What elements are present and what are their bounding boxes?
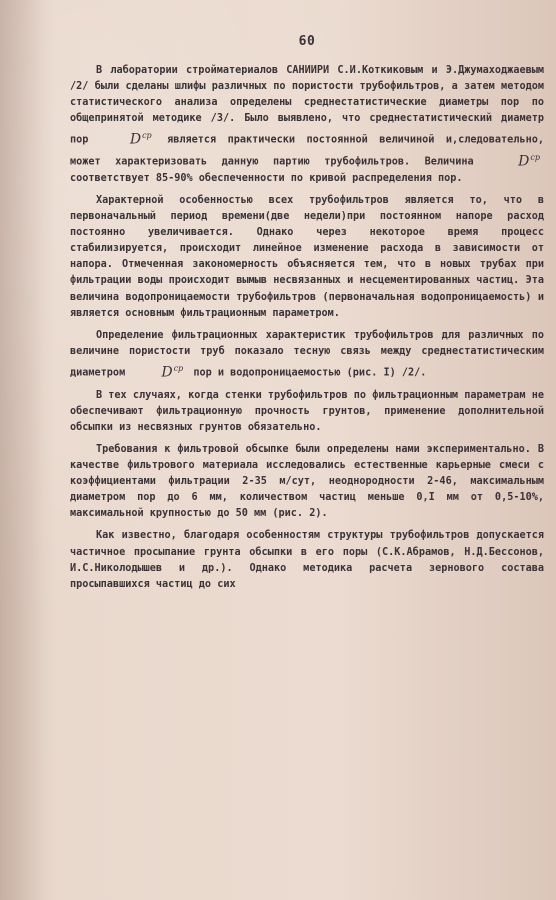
document-body [70, 63, 544, 593]
paragraph-3 [70, 328, 544, 382]
paragraph-6 [70, 528, 544, 592]
mean-pore-diameter-symbol: $D^{ср}$ [129, 131, 152, 149]
page-number: 60 [298, 34, 316, 49]
paragraph-5-text: Требования к фильтровой обсыпке были определены нами экспериментально. В качестве фильтрового материала исследовались естественные карьерные смеси с коэффициентами фильтрации 2-35 м/сут, неоднородности 2-46, максимальным диаметром пор до 6 мм, количеством частиц меньше 0,I мм от 0,5-10%, максимальной крупностью до 50 мм (рис. 2). [70, 443, 544, 520]
mean-pore-diameter-symbol: $D^{ср}$ [518, 153, 540, 170]
paragraph-2-text: Характерной особенностью всех трубофильтров является то, что в первоначальный период времени(две недели)при постоянном напоре расход постоянно увеличивается. Однако через некоторое время процесс стабилизируется, происходит линейное изменение расхода в зависимости от напора. Отмеченная закономерность объясняется тем, что в новых трубах при фильтрации воды происходит вымыв несвязанных и несцементированных частиц. Эта величина водопроницаемости трубофильтров (первоначальная водопроницаемость) и является основным фильтрационным параметром. [70, 194, 544, 319]
paragraph-4-text: В тех случаях, когда стенки трубофильтров по фильтрационным параметрам не обеспечивают фильтрационную прочность грунтов, применение дополнительной обсыпки из несвязных грунтов обязательно. [70, 389, 544, 433]
paragraph-2 [70, 193, 544, 322]
page-edge-shadow [0, 0, 56, 900]
mean-pore-diameter-symbol: $D^{ср}$ [161, 363, 184, 381]
paragraph-4 [70, 388, 544, 436]
paragraph-5 [70, 442, 544, 522]
paragraph-1-text-a: В лаборатории стройматериалов САНИИРИ С.И.Коткиковым и Э.Джумаходжаевым /2/ были сделаны шлифы различных по пористости трубофильтров, а затем методом статистического анализа определены среднестатистические диаметры пор по общепринятой методике /3/. Было выявлено, что среднестатистический диаметр пор [70, 65, 544, 147]
paragraph-6-text: Как известно, благодаря особенностям структуры трубофильтров допускается частичное просыпание грунта обсыпки в его поры (С.К.Абрамов, Н.Д.Бессонов, И.С.Николодышев и др.). Однако методика расчета зернового состава просыпавшихся частиц до сих [70, 530, 544, 590]
paragraph-3-text-a: Определение фильтрационных характеристик трубофильтров для различных по величине пористости труб показало тесную связь между среднестатистическим диаметром [70, 329, 544, 379]
paragraph-3-text-b: пор и водопроницаемостью (рис. I) /2/. [193, 367, 427, 379]
paragraph-1 [70, 63, 544, 187]
paragraph-1-text-c: соответствует 85-90% обеспеченности по кривой распределения пор. [70, 172, 463, 184]
paragraph-1-text-b: является практически постоянной величиной и,следовательно, может характеризовать данную партию трубофильтров. Величина [70, 135, 544, 168]
